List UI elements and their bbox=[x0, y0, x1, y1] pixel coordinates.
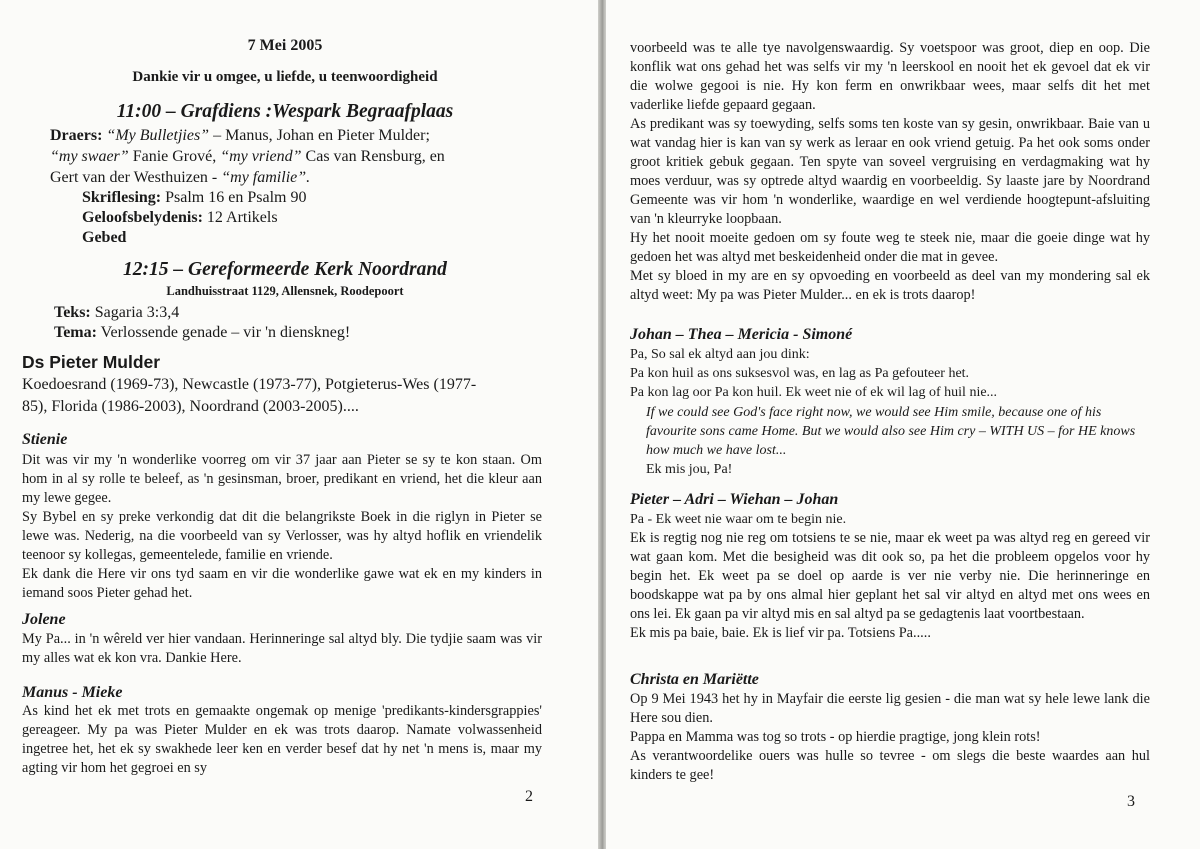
pieter-heading: Pieter – Adri – Wiehan – Johan bbox=[630, 491, 839, 508]
jolene-p1: My Pa... in 'n wêreld ver hier vandaan. Herinneringe sal altyd bly. Die tydjie saam was vir my alles wat ek kon vra. Dankie Here. bbox=[22, 631, 542, 666]
bearers-line-2: “my swaer” Fanie Grové, “my vriend” Cas van Rensburg, en bbox=[50, 148, 445, 165]
johan-line3: Pa kon lag oor Pa kon huil. Ek weet nie of ek wil lag of huil nie... bbox=[630, 385, 998, 400]
christa-p2: Pappa en Mamma was tog so trots - op hierdie pragtige, jong klein rots! bbox=[630, 729, 1041, 745]
manus-tribute bbox=[22, 702, 542, 778]
ds-congregations-line2: 85), Florida (1986-2003), Noordrand (2003-2005).... bbox=[22, 398, 359, 415]
continued-p3: Hy het nooit moeite gedoen om sy foute weg te steek nie, maar die goeie dinge wat hy gedoen het was altyd met beskeidenheid onder die mat in gevee. bbox=[630, 230, 1150, 265]
continued-p2: As predikant was sy toewyding, selfs soms ten koste van sy gesin, onwrikbaar. Baie van u wat vandag hier is kan van sy werk as leraar en ook vriend getuig. Pa het ook soms onder groot kritiek gebuk gegaan. Ten spyte van soveel vergruising en verdagmaking wat hy moes verduur, was sy optrede altyd waardig en voorbeeldig. Sy laaste jare by Noordrand Gemeente was vir hom 'n wonderlike, waardige en wel verdiende hoogtepunt-afsluiting van 'n kleurryke loopbaan. bbox=[630, 116, 1150, 227]
stienie-p1: Dit was vir my 'n wonderlike voorreg om vir 37 jaar aan Pieter se sy te kon staan. Om hom in al sy rolle te beleef, as 'n gesinsman, broer, predikant en vriend, het die kleur aan my lewe gegee. bbox=[22, 452, 542, 506]
page-number-right: 3 bbox=[1127, 793, 1135, 810]
stienie-heading: Stienie bbox=[22, 431, 68, 448]
johan-line1: Pa, So sal ek altyd aan jou dink: bbox=[630, 347, 810, 362]
date-heading: 7 Mei 2005 bbox=[247, 37, 323, 54]
scripture-reading: Skriflesing: Psalm 16 en Psalm 90 bbox=[82, 189, 307, 206]
pieter-line1: Pa - Ek weet nie waar om te begin nie. bbox=[630, 512, 847, 527]
service2-title: 12:15 – Gereformeerde Kerk Noordrand bbox=[123, 259, 447, 280]
johan-sign: Ek mis jou, Pa! bbox=[646, 462, 733, 477]
continued-p1: voorbeeld was te alle tye navolgenswaardig. Sy voetspoor was groot, diep en oop. Die konflik wat ons gehad het was selfs vir my 'n leerskool en nooit het ek gevoel dat ek vir die wolwe gegooi is nie. Hy kon ferm en onwrikbaar wees, maar selfs dit het met vaderlike liefde gepaard gegaan. bbox=[630, 40, 1150, 113]
sermon-theme: Tema: Verlossende genade – vir 'n dienskneg! bbox=[54, 324, 351, 341]
creed: Geloofsbelydenis: 12 Artikels bbox=[82, 209, 278, 226]
bearers-label: Draers bbox=[50, 127, 98, 144]
pieter-p2: Ek mis pa baie, baie. Ek is lief vir pa. Totsiens Pa..... bbox=[630, 625, 931, 641]
johan-heading: Johan – Thea – Mericia - Simoné bbox=[630, 326, 853, 343]
christa-p1: Op 9 Mei 1943 het hy in Mayfair die eerste lig gesien - die man wat sy hele lewe lank die Here sou dien. bbox=[630, 691, 1150, 726]
prayer: Gebed bbox=[82, 229, 127, 246]
sermon-text: Teks: Sagaria 3:3,4 bbox=[54, 304, 180, 321]
christa-heading: Christa en Mariëtte bbox=[630, 671, 759, 688]
christa-tribute bbox=[630, 690, 1150, 785]
page-number-left: 2 bbox=[525, 788, 533, 805]
jolene-heading: Jolene bbox=[22, 611, 66, 628]
jolene-tribute bbox=[22, 630, 542, 668]
bearers-line-1: Draers: “My Bulletjies” – Manus, Johan en Pieter Mulder; bbox=[50, 127, 430, 144]
church-address: Landhuisstraat 1129, Allensnek, Roodepoort bbox=[166, 284, 404, 298]
johan-line2: Pa kon huil as ons suksesvol was, en lag as Pa gefouteer het. bbox=[630, 366, 970, 381]
right-page bbox=[606, 0, 1200, 849]
continued-p4: Met sy bloed in my are en sy opvoeding en voorbeeld as deel van my mondering sal ek altyd weet: My pa was Pieter Mulder... en ek is trots daarop! bbox=[630, 268, 1150, 303]
service1-title: 11:00 – Grafdiens :Wespark Begraafplaas bbox=[116, 101, 454, 122]
thanks-heading: Dankie vir u omgee, u liefde, u teenwoordigheid bbox=[132, 69, 438, 85]
stienie-p3: Ek dank die Here vir ons tyd saam en vir die wonderlike gawe wat ek en my kinders in iemand soos Pieter gehad het. bbox=[22, 566, 542, 601]
manus-heading: Manus - Mieke bbox=[22, 684, 123, 701]
manus-p1: As kind het ek met trots en gemaakte ongemak op menige 'predikants-kindersgrappies' gereageer. My pa was Pieter Mulder en ek was trots daarop. Namate volwassenheid ingetree het, het ek sy swakhede leer ken en verder besef dat hy net 'n mens is, maar my agting vir hom het gegroei en sy bbox=[22, 703, 542, 776]
bearers-line-3: Gert van der Westhuizen - “my familie”. bbox=[50, 169, 311, 186]
johan-quote: If we could see God's face right now, we would see Him smile, because one of his favourite sons came Home. But we would also see Him cry – WITH US – for HE knows how much we have lost... bbox=[646, 405, 1136, 458]
pieter-p1: Ek is regtig nog nie reg om totsiens te se nie, maar ek weet pa was altyd reg en gereed vir wat gaan kom. Met die besigheid was dit ook so, pa het die probleem opgelos voor hy begin het. Ek weet pa se doel op aarde is ver nie verby nie. Die herinneringe en boodskappe wat pa by ons almal hier geplant het sal vir altyd en altyd met ons wees en ons lei. Ek gaan pa vir altyd mis en sal altyd pa se gedagtenis laat voortbestaan. bbox=[630, 530, 1150, 622]
christa-p3: As verantwoordelike ouers was hulle so tevree - om slegs die beste waardes aan hul kinders te gee! bbox=[630, 748, 1150, 783]
stienie-tribute bbox=[22, 451, 542, 603]
ds-heading: Ds Pieter Mulder bbox=[22, 352, 161, 372]
ds-congregations-line1: Koedoesrand (1969-73), Newcastle (1973-77), Potgieterus-Wes (1977- bbox=[22, 376, 477, 393]
manus-tribute-continued bbox=[630, 39, 1150, 305]
pieter-tribute bbox=[630, 529, 1150, 643]
stienie-p2: Sy Bybel en sy preke verkondig dat dit die belangrikste Boek in die riglyn in Pieter se lewe was. Nederig, na die voorbeeld van sy Verlosser, was hy altyd hoflik en vriendelik teenoor sy kollegas, gemeentelede, familie en vriende. bbox=[22, 509, 542, 563]
